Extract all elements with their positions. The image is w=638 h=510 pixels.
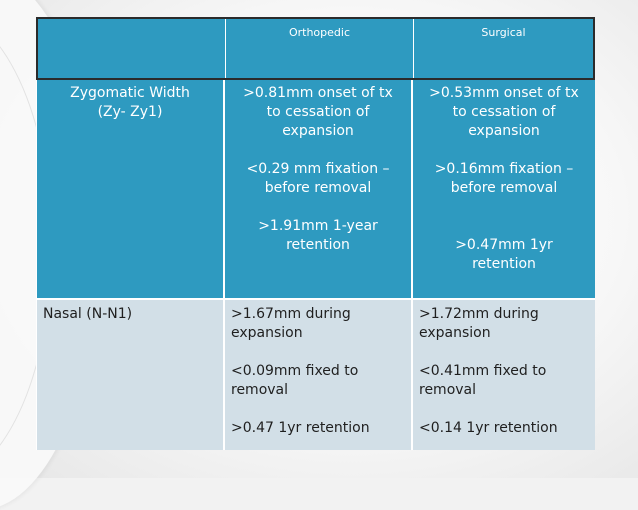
cell-zygomatic-orthopedic — [225, 80, 413, 298]
cell-line: >1.91mm 1-year — [258, 218, 378, 234]
header-cell-surgical: Surgical — [481, 26, 526, 39]
cell-line: <0.41mm fixed to — [419, 363, 547, 379]
cell-line: expansion — [231, 325, 303, 341]
comparison-table — [36, 80, 595, 450]
cell-zygomatic-surgical — [413, 80, 595, 298]
row-label-line: (Zy- Zy1) — [97, 104, 163, 120]
cell-line: retention — [472, 256, 536, 272]
cell-line: >1.67mm during — [231, 306, 351, 322]
cell-line: retention — [286, 237, 350, 253]
cell-line: expansion — [419, 325, 491, 341]
cell-line: >0.16mm fixation – — [434, 161, 574, 177]
header-cell-orthopedic: Orthopedic — [226, 19, 414, 78]
cell-line: >0.81mm onset of tx — [243, 85, 393, 101]
cell-line: to cessation of — [452, 104, 556, 120]
cell-line: <0.09mm fixed to — [231, 363, 359, 379]
cell-line: before removal — [264, 180, 372, 196]
table-row-zygomatic — [37, 80, 595, 298]
table-header-row — [36, 17, 595, 80]
cell-line: removal — [419, 382, 477, 398]
cell-line: >1.72mm during — [419, 306, 539, 322]
table-row-nasal — [37, 298, 595, 450]
row-label-zygomatic — [37, 80, 225, 298]
cell-line: <0.14 1yr retention — [419, 420, 558, 436]
cell-line: <0.29 mm fixation – — [246, 161, 390, 177]
cell-nasal-surgical — [413, 300, 595, 450]
cell-line: >0.47 1yr retention — [231, 420, 370, 436]
cell-line: expansion — [468, 123, 540, 139]
cell-nasal-orthopedic — [225, 300, 413, 450]
row-label-nasal — [37, 300, 225, 450]
cell-line: to cessation of — [266, 104, 370, 120]
cell-line: >0.47mm 1yr — [455, 237, 553, 253]
cell-line: expansion — [282, 123, 354, 139]
row-label-line: Nasal (N-N1) — [43, 306, 133, 322]
row-label-line: Zygomatic Width — [70, 85, 190, 101]
cell-line: before removal — [450, 180, 558, 196]
cell-line: removal — [231, 382, 289, 398]
cell-line: >0.53mm onset of tx — [429, 85, 579, 101]
header-cell-empty — [38, 19, 226, 78]
